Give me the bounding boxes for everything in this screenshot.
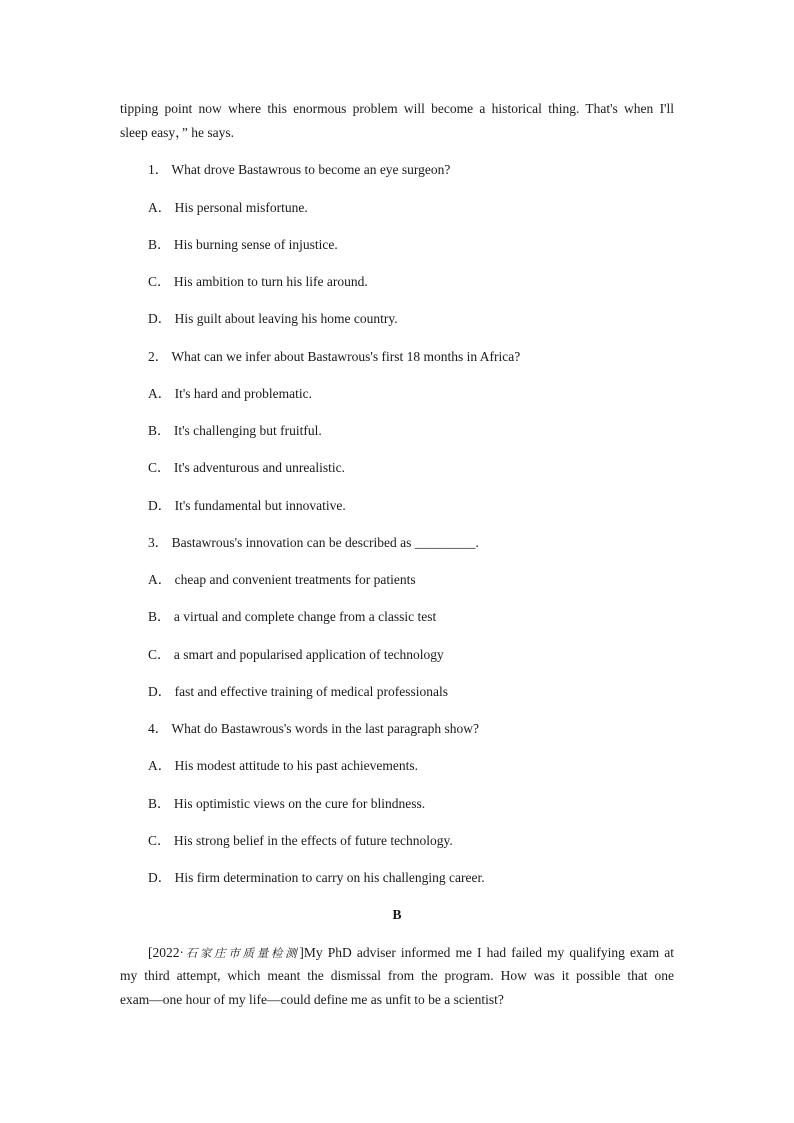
intro-line-2: sleep easy，” he says. <box>120 125 234 140</box>
passage-source-open: [2022· <box>148 945 184 960</box>
passage-line-2: my third attempt, which meant the dismissal from the program. How was it possible that one <box>120 968 674 983</box>
question-4-option-a: A． His modest attitude to his past achievements. <box>148 758 418 773</box>
question-3-option-c: C． a smart and popularised application of technology <box>148 647 444 662</box>
question-1-option-d: D． His guilt about leaving his home country. <box>148 311 398 326</box>
question-2-stem: 2． What can we infer about Bastawrous's first 18 months in Africa? <box>148 349 521 364</box>
section-heading: B <box>392 907 402 922</box>
question-3-option-d: D． fast and effective training of medical professionals <box>148 684 449 699</box>
passage-source: 石家庄市质量检测 <box>184 948 300 960</box>
question-1-option-a: A． His personal misfortune. <box>148 200 308 215</box>
question-2-option-b: B． It's challenging but fruitful. <box>148 423 322 438</box>
question-3-option-a: A． cheap and convenient treatments for patients <box>148 572 416 587</box>
question-2-option-a: A． It's hard and problematic. <box>148 386 313 401</box>
question-1-option-b: B． His burning sense of injustice. <box>148 237 338 252</box>
question-3-stem: 3． Bastawrous's innovation can be described as _________. <box>148 535 479 550</box>
question-4-option-c: C． His strong belief in the effects of future technology. <box>148 833 453 848</box>
passage-line-1 <box>148 944 674 963</box>
question-1-stem: 1． What drove Bastawrous to become an eye surgeon? <box>148 162 451 177</box>
question-3-option-b: B． a virtual and complete change from a classic test <box>148 609 437 624</box>
intro-line-1: tipping point now where this enormous problem will become a historical thing. That's when I'll <box>120 101 674 116</box>
question-4-stem: 4． What do Bastawrous's words in the last paragraph show? <box>148 721 479 736</box>
question-2-option-d: D． It's fundamental but innovative. <box>148 498 346 513</box>
passage-line-3: exam—one hour of my life—could define me as unfit to be a scientist? <box>120 992 504 1007</box>
question-2-option-c: C． It's adventurous and unrealistic. <box>148 460 346 475</box>
passage-line-1-text: ]My PhD adviser informed me I had failed my qualifying exam at <box>299 945 675 960</box>
question-4-option-b: B． His optimistic views on the cure for blindness. <box>148 796 426 811</box>
question-1-option-c: C． His ambition to turn his life around. <box>148 274 368 289</box>
question-4-option-d: D． His firm determination to carry on his challenging career. <box>148 870 485 885</box>
